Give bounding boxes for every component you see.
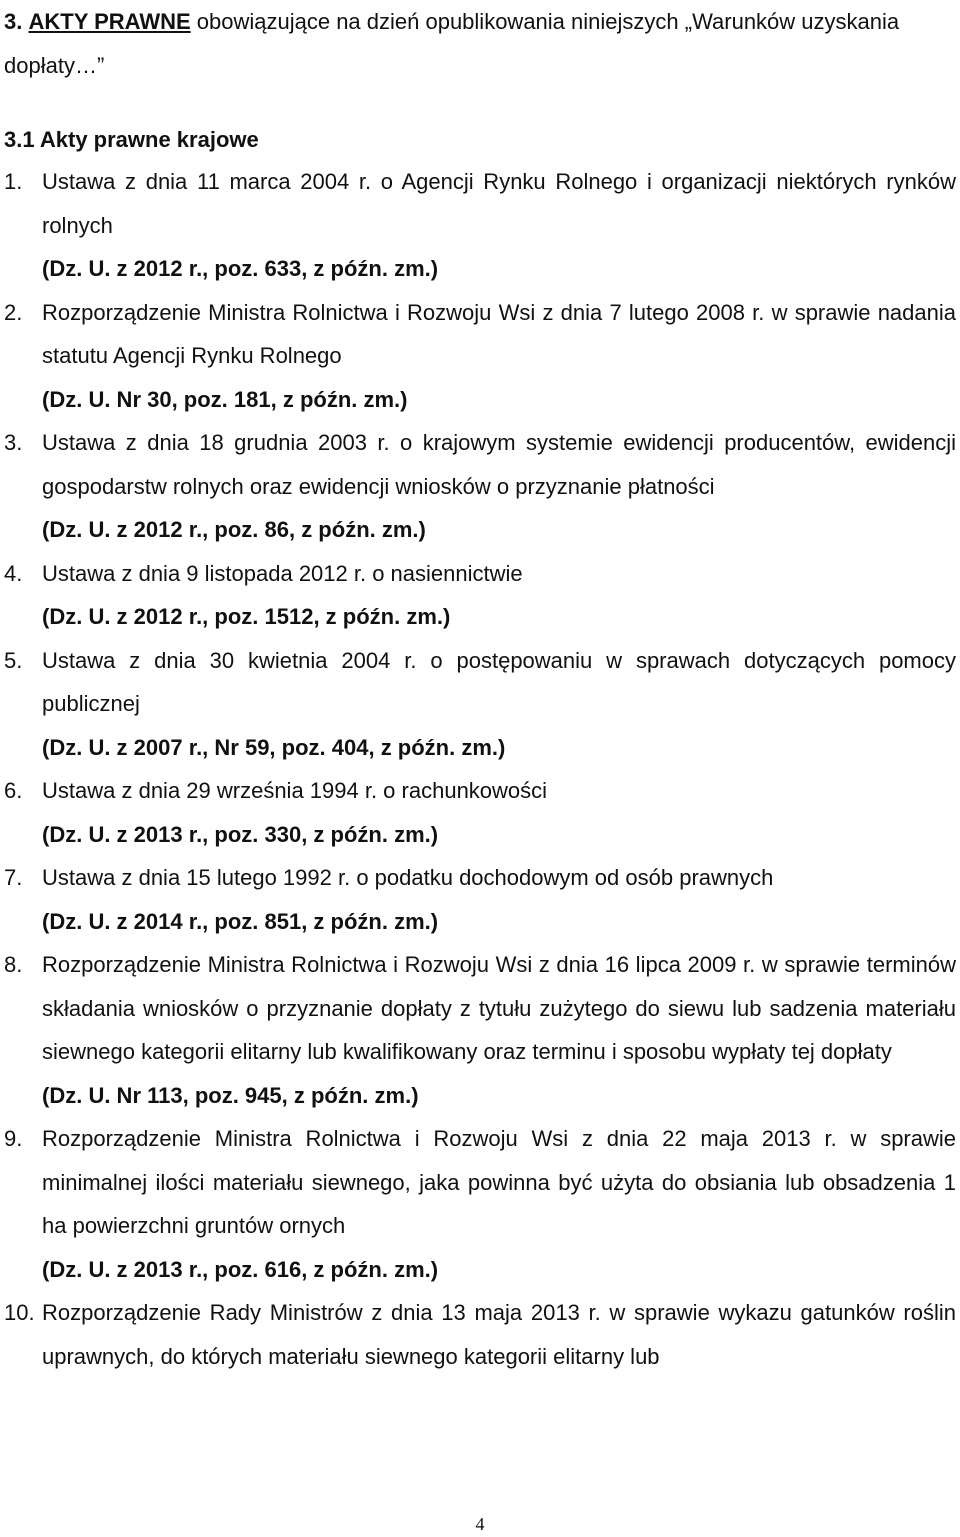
subsection-heading: 3.1 Akty prawne krajowe	[4, 127, 259, 152]
item-reference: (Dz. U. Nr 30, poz. 181, z późn. zm.)	[42, 386, 408, 412]
item-reference: (Dz. U. z 2012 r., poz. 1512, z późn. zm.)	[42, 604, 451, 629]
list-item	[0, 1117, 960, 1291]
item-title: Ustawa z dnia 15 lutego 1992 r. o podatku dochodowym od osób prawnych	[42, 865, 774, 890]
item-title: Ustawa z dnia 11 marca 2004 r. o Agencji Rynku Rolnego i organizacji niektórych rynków rolnych	[42, 169, 956, 238]
item-number: 8.	[4, 952, 23, 977]
item-title: Rozporządzenie Ministra Rolnictwa i Rozwoju Wsi z dnia 7 lutego 2008 r. w sprawie nadania statutu Agencji Rynku Rolnego	[42, 299, 956, 368]
item-reference: (Dz. U. z 2012 r., poz. 633, z późn. zm.)	[42, 256, 439, 281]
item-title: Ustawa z dnia 9 listopada 2012 r. o nasiennictwie	[42, 560, 523, 586]
item-number: 3.	[4, 430, 23, 455]
list-item	[0, 769, 960, 856]
item-reference: (Dz. U. z 2007 r., Nr 59, poz. 404, z późn. zm.)	[42, 734, 506, 760]
page-number: 4	[475, 1514, 485, 1534]
item-title: Ustawa z dnia 30 kwietnia 2004 r. o postępowaniu w sprawach dotyczących pomocy publicznej	[42, 647, 956, 716]
list-item	[0, 943, 960, 1117]
list-item	[0, 639, 960, 770]
item-number: 9.	[4, 1126, 23, 1151]
item-title: Rozporządzenie Ministra Rolnictwa i Rozwoju Wsi z dnia 16 lipca 2009 r. w sprawie terminów składania wniosków o przyznanie dopłaty z tytułu zużytego do siewu lub sadzenia materiału siewnego kategorii elitarny lub kwalifikowany oraz terminu i sposobu wypłaty tej dopłaty	[42, 952, 956, 1064]
list-item	[0, 160, 960, 291]
item-reference: (Dz. U. Nr 113, poz. 945, z późn. zm.)	[42, 1082, 419, 1108]
section-title-rest: obowiązujące na dzień opublikowania niniejszych „Warunków uzyskania dopłaty…”	[4, 9, 900, 78]
item-number: 2.	[4, 299, 23, 325]
item-title: Rozporządzenie Ministra Rolnictwa i Rozwoju Wsi z dnia 22 maja 2013 r. w sprawie minimalnej ilości materiału siewnego, jaka powinna być użyta do obsiania lub obsadzenia 1 ha powierzchni gruntów ornych	[42, 1126, 956, 1238]
item-title: Ustawa z dnia 18 grudnia 2003 r. o krajowym systemie ewidencji producentów, ewidencji gospodarstw rolnych oraz ewidencji wniosków o przyznanie płatności	[42, 430, 956, 499]
item-reference: (Dz. U. z 2012 r., poz. 86, z późn. zm.)	[42, 517, 426, 542]
item-number: 5.	[4, 647, 23, 673]
item-number: 1.	[4, 169, 23, 194]
section-title: AKTY PRAWNE	[28, 9, 191, 34]
section-heading	[4, 0, 956, 88]
list-item	[0, 552, 960, 639]
item-title: Ustawa z dnia 29 września 1994 r. o rachunkowości	[42, 778, 548, 803]
item-number: 4.	[4, 560, 23, 586]
list-item	[0, 421, 960, 552]
item-title: Rozporządzenie Rady Ministrów z dnia 13 maja 2013 r. w sprawie wykazu gatunków roślin uprawnych, do których materiału siewnego kategorii elitarny lub	[42, 1300, 956, 1369]
item-reference: (Dz. U. z 2014 r., poz. 851, z późn. zm.)	[42, 908, 439, 934]
item-number: 7.	[4, 865, 23, 890]
item-number: 6.	[4, 778, 23, 803]
item-reference: (Dz. U. z 2013 r., poz. 616, z późn. zm.)	[42, 1256, 439, 1282]
list-item	[0, 291, 960, 422]
legal-acts-list	[0, 160, 960, 1378]
item-number: 10.	[4, 1300, 35, 1325]
list-item	[0, 856, 960, 943]
item-reference: (Dz. U. z 2013 r., poz. 330, z późn. zm.)	[42, 821, 439, 847]
list-item	[0, 1291, 960, 1378]
section-number: 3.	[4, 9, 23, 34]
